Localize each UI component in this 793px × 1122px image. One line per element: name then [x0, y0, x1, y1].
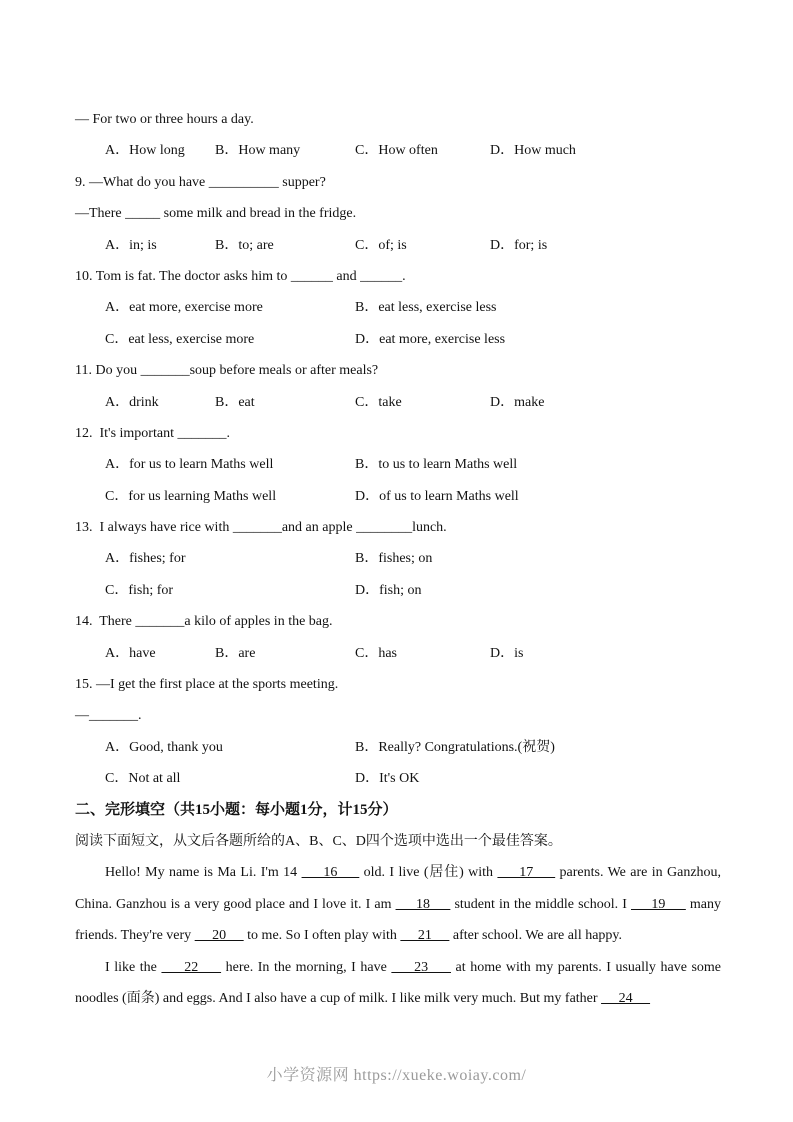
option-item: C．fish; for — [105, 582, 174, 598]
paragraph-text: old. I live (居住) with — [359, 865, 498, 881]
options-row — [75, 543, 721, 574]
cloze-blank: 24 — [601, 991, 651, 1006]
options-row — [75, 575, 721, 606]
cloze-blank: 16 — [301, 865, 360, 881]
option-item: C．for us learning Maths well — [105, 488, 277, 504]
text-line: — For two or three hours a day. — [75, 112, 254, 127]
paragraph-text: here. In the morning, I have — [221, 959, 392, 975]
options-row — [75, 387, 721, 418]
text-line: 13. I always have rice with _______and an apple ________lunch. — [75, 520, 447, 536]
section-heading: 二、完形填空（共15小题：每小题1分，计15分） — [75, 801, 398, 818]
text-line: 9. —What do you have __________ supper? — [75, 174, 326, 190]
cloze-blank: 23 — [391, 959, 451, 975]
options-row — [75, 135, 721, 166]
option-item: A．have — [105, 645, 156, 661]
option-item: A．for us to learn Maths well — [105, 457, 274, 473]
option-item: A．in; is — [105, 237, 157, 253]
options-row — [75, 230, 721, 261]
paragraph-text: at home with my parents. I usually have some noodles (面条) and eggs. And I also have a cup of milk. I like milk very much. But my father — [75, 959, 722, 1006]
cloze-paragraph — [75, 952, 721, 1015]
options-row — [75, 763, 721, 794]
option-item: B．are — [215, 645, 256, 661]
text-line: 12. It's important _______. — [75, 425, 230, 441]
text-line: 14. There _______a kilo of apples in the bag. — [75, 614, 333, 630]
option-item: B．fishes; on — [355, 551, 433, 567]
option-item: D．eat more, exercise less — [355, 331, 506, 347]
option-item: D．is — [490, 645, 524, 661]
option-item: C．Not at all — [105, 771, 181, 787]
cloze-blank: 18 — [395, 896, 451, 912]
document-body — [75, 104, 721, 1014]
cloze-blank: 20 — [194, 928, 244, 944]
options-row — [75, 481, 721, 512]
option-item: D．of us to learn Maths well — [355, 488, 519, 504]
text-line: —_______. — [75, 708, 142, 724]
option-item: D．make — [490, 394, 545, 410]
option-item: B．How many — [215, 143, 301, 159]
paragraph-text: to me. So I often play with — [243, 928, 401, 944]
cloze-blank: 22 — [161, 959, 222, 975]
options-row — [75, 638, 721, 669]
option-item: B．eat — [215, 394, 255, 410]
option-item: D．for; is — [490, 237, 548, 253]
paragraph-text: many friends. They're very — [75, 896, 722, 944]
paragraph-text: Hello! My name is Ma Li. I'm 14 — [105, 865, 302, 881]
cloze-blank: 21 — [400, 928, 450, 944]
option-item: B．to; are — [215, 237, 274, 253]
text-line: 阅读下面短文，从文后各题所给的A、B、C、D四个选项中选出一个最佳答案。 — [75, 833, 562, 849]
option-item: D．How much — [490, 143, 576, 159]
cloze-blank: 17 — [497, 865, 556, 881]
option-item: B．eat less, exercise less — [355, 300, 497, 316]
text-line: 10. Tom is fat. The doctor asks him to ______ and ______. — [75, 268, 406, 284]
option-item: A．How long — [105, 143, 185, 159]
cloze-blank: 19 — [631, 896, 686, 912]
text-line: 11. Do you _______soup before meals or after meals? — [75, 363, 379, 379]
options-row — [75, 292, 721, 323]
paragraph-text: I like the — [105, 959, 162, 975]
option-item: B．to us to learn Maths well — [355, 457, 518, 473]
cloze-paragraph — [75, 857, 721, 951]
option-item: C．take — [355, 394, 402, 410]
options-row — [75, 449, 721, 480]
options-row — [75, 324, 721, 355]
option-item: C．eat less, exercise more — [105, 331, 255, 347]
text-line: 15. —I get the first place at the sports meeting. — [75, 677, 339, 693]
options-row — [75, 732, 721, 763]
option-item: D．fish; on — [355, 582, 422, 598]
option-item: C．has — [355, 645, 397, 661]
option-item: D．It's OK — [355, 771, 420, 787]
option-item: A．eat more, exercise more — [105, 300, 263, 316]
option-item: C．of; is — [355, 237, 407, 253]
paragraph-text: after school. We are all happy. — [449, 928, 623, 944]
text-line: —There _____ some milk and bread in the fridge. — [75, 206, 357, 222]
footer-text: 小学资源网 https://xueke.woiay.com/ — [266, 1067, 527, 1084]
option-item: A．Good, thank you — [105, 739, 223, 755]
option-item: C．How often — [355, 143, 438, 159]
option-item: B．Really? Congratulations.(祝贺) — [355, 739, 555, 755]
paragraph-text: student in the middle school. I — [450, 896, 631, 912]
option-item: A．drink — [105, 394, 159, 410]
paragraph-text: parents. We are in Ganzhou, China. Ganzhou is a very good place and I love it. I am — [75, 865, 722, 912]
option-item: A．fishes; for — [105, 551, 186, 567]
